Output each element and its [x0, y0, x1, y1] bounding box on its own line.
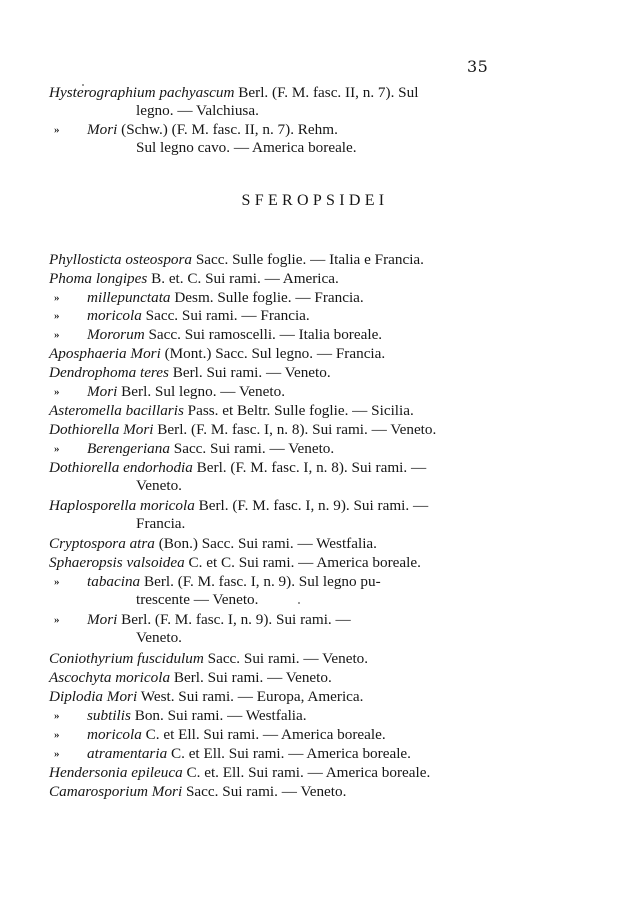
entry-first-line — [87, 383, 484, 401]
taxon-name: Mori — [87, 383, 118, 400]
taxon-name: atramentaria — [87, 745, 168, 762]
taxon-entry — [49, 669, 484, 687]
taxon-name: millepunctata — [87, 289, 171, 306]
taxon-text: Berl. (F. M. fasc. I, n. 8). Sui rami. — — [192, 459, 427, 476]
taxon-text: (Bon.) Sacc. Sui rami. — Westfalia. — [154, 535, 377, 552]
taxon-text: Bon. Sui rami. — Westfalia. — [130, 707, 307, 724]
taxon-entry — [49, 84, 484, 121]
entry-first-line — [49, 688, 484, 706]
section-heading: SFEROPSIDEI — [241, 192, 389, 209]
ditto-mark: » — [54, 710, 60, 722]
taxon-name: Diplodia Mori — [49, 688, 138, 705]
taxon-name: tabacina — [87, 573, 141, 590]
ditto-mark: » — [54, 292, 60, 304]
entry-first-line — [49, 554, 484, 572]
taxon-text: (Schw.) (F. M. fasc. II, n. 7). Rehm. — [117, 121, 338, 138]
ditto-mark: » — [54, 386, 60, 398]
entry-first-line — [87, 326, 484, 344]
ditto-mark: » — [54, 576, 60, 588]
taxon-text: Sacc. Sui rami. — Veneto. — [169, 440, 335, 457]
entry-first-line — [87, 307, 484, 325]
taxon-name: Dothiorella endorhodia — [49, 459, 193, 476]
taxon-entry — [49, 421, 484, 439]
taxon-text: C. et Ell. Sui rami. — America boreale. — [141, 726, 386, 743]
taxon-text: West. Sui rami. — Europa, America. — [137, 688, 364, 705]
entry-first-line — [87, 707, 484, 725]
taxon-text: Berl. (F. M. fasc. I, n. 9). Sui rami. — — [117, 611, 351, 628]
taxon-entry — [54, 307, 484, 325]
taxon-text: Sacc. Sui rami. — Francia. — [141, 307, 310, 324]
entry-first-line — [87, 440, 484, 458]
entry-continuation: Sul legno cavo. — America boreale. — [136, 139, 357, 157]
entry-first-line — [87, 611, 484, 629]
entry-continuation: trescente — Veneto. — [136, 591, 259, 609]
taxon-text: Sacc. Sui rami. — Veneto. — [182, 783, 347, 800]
taxon-name: Hysterographium pachyascum — [49, 84, 235, 101]
entry-first-line — [49, 270, 484, 288]
taxon-name: Dothiorella Mori — [49, 421, 154, 438]
taxon-text: Berl. (F. M. fasc. II, n. 7). Sul — [234, 84, 419, 101]
taxon-name: moricola — [87, 726, 142, 743]
entry-first-line — [87, 289, 484, 307]
taxon-name: Camarosporium Mori — [49, 783, 183, 800]
ditto-mark: » — [54, 443, 60, 455]
taxon-name: Haplosporella moricola — [49, 497, 195, 514]
entry-continuation: Veneto. — [136, 629, 182, 647]
taxon-name: Berengeriana — [87, 440, 170, 457]
entry-first-line — [87, 121, 484, 139]
taxon-name: Coniothyrium fuscidulum — [49, 650, 204, 667]
entry-first-line — [49, 669, 484, 687]
taxon-entry — [49, 270, 484, 288]
entry-continuation: Francia. — [136, 515, 186, 533]
entry-first-line — [49, 84, 484, 102]
taxon-text: C. et C. Sui rami. — America boreale. — [184, 554, 421, 571]
taxon-text: Sacc. Sui ramoscelli. — Italia boreale. — [144, 326, 383, 343]
taxon-name: Aposphaeria Mori — [49, 345, 161, 362]
entry-first-line — [87, 745, 484, 763]
page-number: 35 — [467, 57, 489, 76]
taxon-entry — [54, 726, 484, 744]
taxon-entry — [54, 707, 484, 725]
entry-first-line — [49, 402, 484, 420]
ditto-mark: » — [54, 329, 60, 341]
taxon-name: Asteromella bacillaris — [49, 402, 184, 419]
taxon-entry — [54, 383, 484, 401]
taxon-entry — [54, 440, 484, 458]
entry-continuation: legno. — Valchiusa. — [136, 102, 259, 120]
entry-first-line — [87, 573, 484, 591]
taxon-name: Cryptospora atra — [49, 535, 155, 552]
entry-first-line — [49, 535, 484, 553]
taxon-entry — [49, 688, 484, 706]
taxon-text: Berl. (F. M. fasc. I, n. 8). Sui rami. — Veneto. — [153, 421, 437, 438]
taxon-name: Phoma longipes — [49, 270, 148, 287]
taxon-entry — [49, 783, 484, 801]
taxon-entry — [49, 497, 484, 534]
taxon-name: subtilis — [87, 707, 131, 724]
taxon-name: Mori — [87, 611, 118, 628]
taxon-text: C. et Ell. Sui rami. — America boreale. — [167, 745, 411, 762]
entry-first-line — [49, 764, 484, 782]
taxon-name: Mori — [87, 121, 118, 138]
entry-first-line — [49, 421, 484, 439]
taxon-entry — [49, 402, 484, 420]
entry-first-line — [49, 364, 484, 382]
taxon-name: Sphaeropsis valsoidea — [49, 554, 185, 571]
taxon-entry — [54, 326, 484, 344]
taxon-entry — [49, 251, 484, 269]
taxon-name: Dendrophoma teres — [49, 364, 169, 381]
taxon-entry — [54, 573, 484, 610]
taxon-entry — [49, 459, 484, 496]
taxon-entry — [49, 535, 484, 553]
taxon-name: Hendersonia epileuca — [49, 764, 183, 781]
taxon-entry — [54, 745, 484, 763]
taxon-text: Berl. (F. M. fasc. I, n. 9). Sul legno pu- — [140, 573, 381, 590]
taxon-text: Berl. Sui rami. — Veneto. — [170, 669, 332, 686]
taxon-entry — [49, 345, 484, 363]
taxon-text: Berl. Sui rami. — Veneto. — [168, 364, 331, 381]
taxon-text: Berl. Sul legno. — Veneto. — [117, 383, 285, 400]
taxon-entry — [54, 121, 484, 158]
ditto-mark: » — [54, 729, 60, 741]
taxon-text: B. et. C. Sui rami. — America. — [147, 270, 339, 287]
taxon-text: Sacc. Sulle foglie. — Italia e Francia. — [192, 251, 424, 268]
taxon-entry — [54, 611, 484, 648]
entry-first-line — [49, 783, 484, 801]
entry-continuation: Veneto. — [136, 477, 182, 495]
taxon-entry — [49, 554, 484, 572]
taxon-name: Ascochyta moricola — [49, 669, 171, 686]
entry-first-line — [49, 497, 484, 515]
entry-first-line — [49, 251, 484, 269]
taxon-text: C. et. Ell. Sui rami. — America boreale. — [182, 764, 431, 781]
ditto-mark: » — [54, 614, 60, 626]
taxon-text: (Mont.) Sacc. Sul legno. — Francia. — [160, 345, 386, 362]
ditto-mark: » — [54, 748, 60, 760]
taxon-text: Berl. (F. M. fasc. I, n. 9). Sui rami. — — [194, 497, 429, 514]
taxon-name: Phyllosticta osteospora — [49, 251, 193, 268]
taxon-text: Desm. Sulle foglie. — Francia. — [170, 289, 364, 306]
taxon-name: Mororum — [87, 326, 145, 343]
taxon-entry — [49, 364, 484, 382]
taxon-entry — [49, 764, 484, 782]
taxon-entry — [54, 289, 484, 307]
entry-first-line — [49, 650, 484, 668]
entry-first-line — [87, 726, 484, 744]
taxon-name: moricola — [87, 307, 142, 324]
taxon-text: Sacc. Sui rami. — Veneto. — [203, 650, 369, 667]
entry-first-line — [49, 345, 484, 363]
ditto-mark: » — [54, 310, 60, 322]
entry-first-line — [49, 459, 484, 477]
taxon-entry — [49, 650, 484, 668]
taxon-text: Pass. et Beltr. Sulle foglie. — Sicilia. — [183, 402, 414, 419]
ditto-mark: » — [54, 124, 60, 136]
